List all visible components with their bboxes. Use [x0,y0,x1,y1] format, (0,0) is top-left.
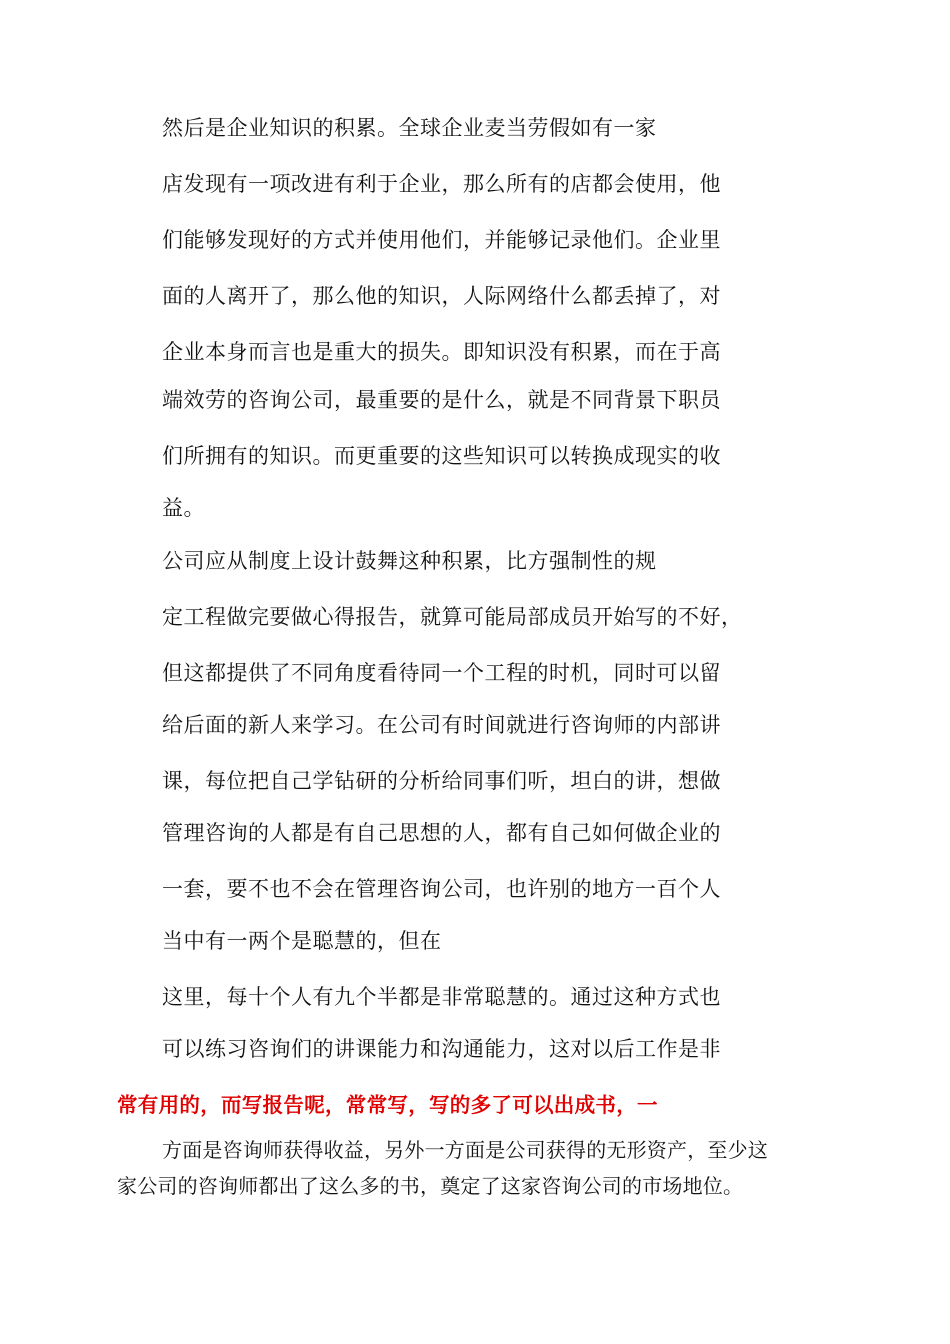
text-line: 企业本身而言也是重大的损失。即知识没有积累，而在于高 [162,340,721,364]
text-line: 益。 [162,496,205,520]
text-line: 家公司的咨询师都出了这么多的书，奠定了这家咨询公司的市场地位。 [117,1174,744,1198]
text-line: 课，每位把自己学钻研的分析给同事们听，坦白的讲，想做 [162,769,721,793]
text-line: 给后面的新人来学习。在公司有时间就进行咨询师的内部讲 [162,713,721,737]
highlighted-text-line: 常有用的，而写报告呢，常常写，写的多了可以出成书，一 [117,1093,658,1117]
text-line: 们能够发现好的方式并使用他们，并能够记录他们。企业里 [162,228,721,252]
text-line: 店发现有一项改进有利于企业，那么所有的店都会使用，他 [162,172,721,196]
text-line: 定工程做完要做心得报告，就算可能局部成员开始写的不好， [162,605,743,629]
text-line: 公司应从制度上设计鼓舞这种积累，比方强制性的规 [162,549,657,573]
text-line: 们所拥有的知识。而更重要的这些知识可以转换成现实的收 [162,444,721,468]
text-line: 方面是咨询师获得收益，另外一方面是公司获得的无形资产，至少这 [162,1138,768,1162]
text-line: 管理咨询的人都是有自己思想的人，都有自己如何做企业的 [162,821,721,845]
text-line: 一套，要不也不会在管理咨询公司，也许别的地方一百个人 [162,877,721,901]
text-line: 端效劳的咨询公司，最重要的是什么，就是不同背景下职员 [162,388,721,412]
text-line: 当中有一两个是聪慧的，但在 [162,929,442,953]
text-line: 面的人离开了，那么他的知识，人际网络什么都丢掉了，对 [162,284,721,308]
text-line: 这里，每十个人有九个半都是非常聪慧的。通过这种方式也 [162,985,721,1009]
text-line: 然后是企业知识的积累。全球企业麦当劳假如有一家 [162,116,657,140]
text-line: 但这都提供了不同角度看待同一个工程的时机，同时可以留 [162,661,721,685]
text-line: 可以练习咨询们的讲课能力和沟通能力，这对以后工作是非 [162,1037,721,1061]
